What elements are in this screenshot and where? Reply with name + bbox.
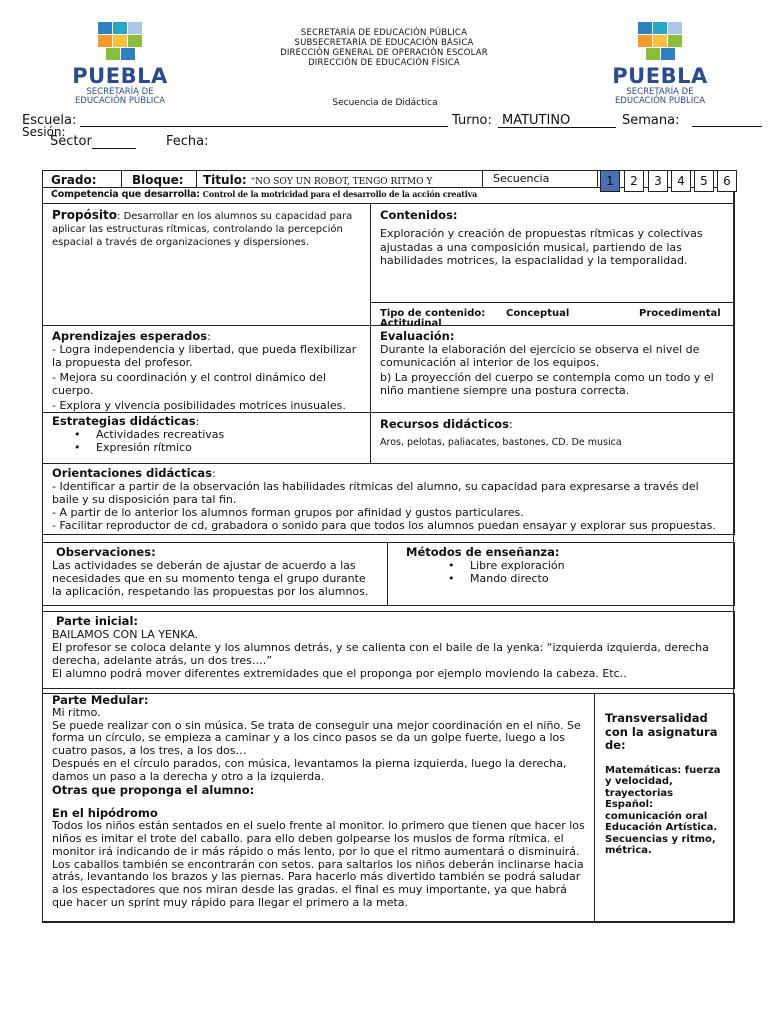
document-header	[250, 28, 518, 68]
header-line-2: SUBSECRETARÍA DE EDUCACIÓN BÁSICA	[294, 38, 474, 48]
estrategia-2: • Expresión rítmico	[52, 441, 361, 454]
parte-inicial-cell: Parte inicial: BAILAMOS CON LA YENKA. El profesor se coloca delante y los alumnos detrás, y se calienta con el baile de la yenka: “izquierda izquierda, derecha derecha, adelante atrás, un dos tres….” El alumno podrá mover diferentes extremidades que el proponga por ejemplo moviendo la cabeza. Etc..	[42, 611, 735, 689]
secuencia-cell: Secuencia	[482, 170, 598, 188]
aprendizajes-cell: Aprendizajes esperados: - Logra independencia y libertad, que pueda flexibilizar la propuesta del profesor. - Mejora su coordinación y el control dinámico del cuerpo. - Explora y vivencia posibilidades motrices inusuales.	[42, 325, 371, 413]
logo-tiles-icon	[98, 22, 142, 62]
document-subtitle: Secuencia de Didáctica	[332, 98, 438, 108]
escuela-label: Escuela:	[22, 113, 77, 128]
sector-label: Sector	[50, 134, 92, 149]
tipo-contenido-row: Tipo de contenido: Conceptual Procedimental Actitudinal	[370, 302, 735, 326]
escuela-field[interactable]	[80, 113, 448, 127]
secuencia-number-3[interactable]: 3	[648, 170, 668, 192]
estrategia-1: • Actividades recreativas	[52, 428, 361, 441]
sequence-table	[42, 170, 734, 922]
turno-label: Turno:	[452, 113, 492, 128]
orientaciones-cell: Orientaciones didácticas: - Identificar a partir de la observación las habilidades rítmicas del alumno, su capacidad para expresarse a través del baile y su disposición para tal fin. - A partir de lo anterior los alumnos forman grupos por afinidad y gustos particulares. - Facilitar reproductor de cd, grabadora o sonido para que todos los alumnos puedan ensayar y explorar sus propuestas.	[42, 463, 735, 535]
logo-subtitle: SECRETARÍA DE EDUCACIÓN PÚBLICA	[74, 87, 166, 106]
header-line-1: SECRETARÍA DE EDUCACIÓN PÚBLICA	[300, 28, 468, 38]
bloque-cell: Bloque:	[121, 170, 197, 188]
secuencia-number-5[interactable]: 5	[694, 170, 714, 192]
turno-field[interactable]: MATUTINO	[498, 113, 616, 128]
titulo-value: “NO SOY UN ROBOT, TENGO RITMO Y	[250, 177, 433, 187]
proposito-cell: Propósito: Desarrollar en los alumnos su capacidad para aplicar las estructuras rítmicas, controlando la percepción espacial a través de organizaciones y dispersiones.	[42, 203, 371, 326]
metodo-2: • Mando directo	[426, 572, 716, 585]
orientacion-1: - Identificar a partir de la observación las habilidades rítmicas del alumno, su capacidad para expresarse a través del baile y su disposición para tal fin.	[52, 480, 699, 506]
logo-tiles-icon	[638, 22, 682, 62]
aprendizaje-1: - Logra independencia y libertad, que pueda flexibilizar la propuesta del profesor.	[52, 343, 357, 369]
semana-label: Semana:	[622, 113, 680, 128]
metodos-cell: Métodos de enseñanza: • Libre exploración • Mando directo	[387, 542, 735, 606]
sesion-label: Sesión:	[22, 125, 66, 139]
logo-word: PUEBLA	[72, 64, 168, 88]
puebla-logo-right	[610, 20, 710, 106]
puebla-logo-left	[70, 20, 170, 106]
metodo-1: • Libre exploración	[426, 559, 716, 572]
observaciones-cell: Observaciones: Las actividades se deberán de ajustar de acuerdo a las necesidades que en su momento tenga el grupo durante la aplicación, respetando las propuestas por los alumnos.	[42, 542, 388, 606]
titulo-cell: Titulo: “NO SOY UN ROBOT, TENGO RITMO Y	[196, 170, 483, 188]
estrategias-cell: Estrategias didácticas: • Actividades recreativas • Expresión rítmico	[42, 412, 371, 464]
evaluacion-cell: Evaluación: Durante la elaboración del ejercicio se observa el nivel de comunicación al interior de los equipos. b) La proyección del cuerpo se contempla como un todo y el niño mantiene siempre una postura correcta.	[370, 325, 735, 413]
header-line-3: DIRECCIÓN GENERAL DE OPERACIÓN ESCOLAR	[280, 48, 488, 58]
secuencia-number-6[interactable]: 6	[717, 170, 737, 192]
orientacion-2: - A partir de lo anterior los alumnos forman grupos por afinidad y gustos particulares.	[52, 506, 524, 519]
secuencia-number-2[interactable]: 2	[624, 170, 644, 192]
secuencia-number-1[interactable]: 1	[600, 170, 620, 192]
aprendizaje-2: - Mejora su coordinación y el control dinámico del cuerpo.	[52, 371, 326, 397]
competencia-row: Competencia que desarrolla: Control de la motricidad para el desarrollo de la acción creativa	[42, 187, 735, 204]
orientacion-3: - Facilitar reproductor de cd, grabadora o sonido para que todos los alumnos puedan ensayar y explorar sus propuestas.	[52, 519, 716, 532]
recursos-cell: Recursos didácticos: Aros, pelotas, paliacates, bastones, CD. De musica	[370, 412, 735, 464]
logo-word: PUEBLA	[612, 64, 708, 88]
contenidos-cell: Contenidos: Exploración y creación de propuestas rítmicas y colectivas ajustadas a una composición musical, partiendo de las habilidades motrices, la espacialidad y la temporalidad.	[370, 203, 735, 303]
parte-medular-cell: Parte Medular: Mi ritmo. Se puede realizar con o sin música. Se trata de conseguir una mejor coordinación en el niño. Se forma un círculo, se empieza a caminar y a los cinco pasos se da un golpe fuerte, luego a los cuatro pasos, a los tres, a los dos… Después en el círculo parados, con música, levantamos la pierna izquierda, luego la derecha, damos un paso a la derecha y otro a la izquierda. Otras que proponga el alumno: En el hipódromo Todos los niños están sentados en el suelo frente al monitor. lo primero que tienen que hacer los niños es imitar el trote del caballo. para ello deben golpearse los muslos de forma rítmica. el monitor irá indicando de ir más rápido o más lento, por lo que el ritmo aumentará o disminuirá. Los caballos también se encontrarán con setos. para saltarlos los niños deberán inclinarse hacia atrás, levantando los brazos y las piernas. Para hacerlo más divertido también se podrá saludar a los espectadores que nos miran desde las gradas. el final es muy importante, ya que habrá que hacer un sprint muy rápido para llegar el primero a la meta.	[42, 693, 595, 923]
header-line-4: DIRECCIÓN DE EDUCACIÓN FÍSICA	[308, 58, 460, 68]
secuencia-number-4[interactable]: 4	[671, 170, 691, 192]
fecha-label: Fecha:	[165, 134, 209, 149]
logo-subtitle: SECRETARÍA DE EDUCACIÓN PÚBLICA	[614, 87, 706, 106]
sector-field[interactable]	[92, 135, 136, 149]
aprendizaje-3: - Explora y vivencia posibilidades motrices inusuales.	[52, 399, 346, 412]
transversalidad-cell: Transversalidad con la asignatura de: Matemáticas: fuerza y velocidad, trayectorias Español: comunicación oral Educación Artística. Secuencias y ritmo, métrica.	[594, 693, 735, 923]
form-row-sector	[50, 134, 208, 149]
grado-cell: Grado:	[42, 170, 122, 188]
semana-field[interactable]	[692, 113, 762, 127]
